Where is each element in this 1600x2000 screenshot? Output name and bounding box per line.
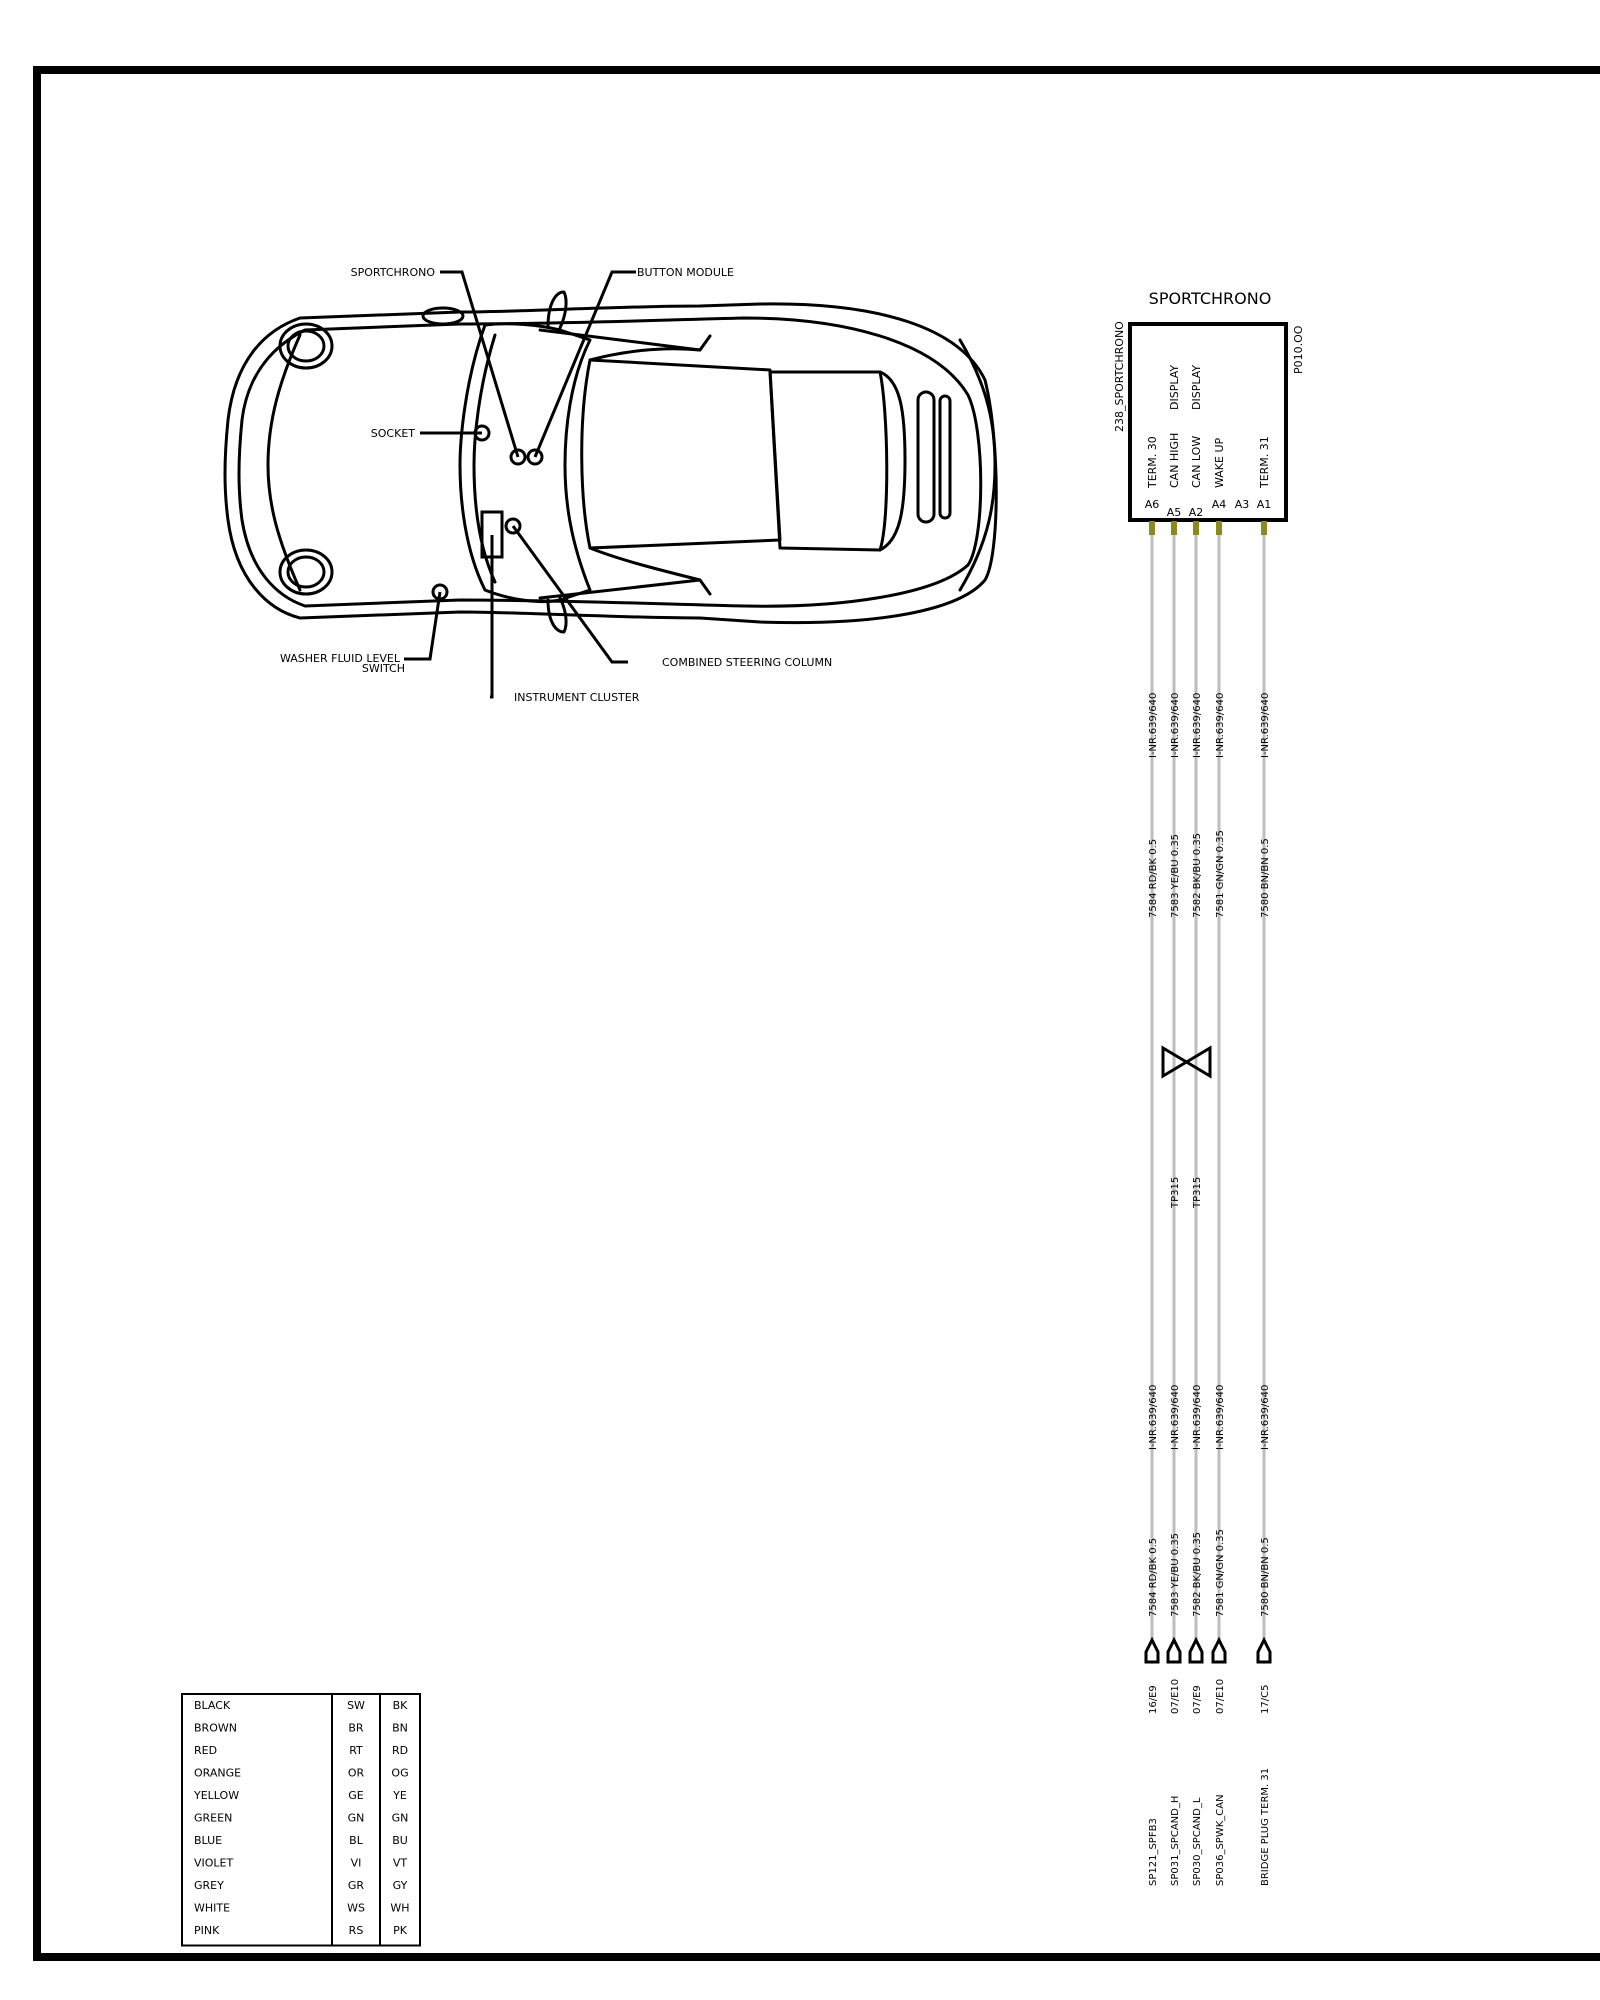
wire-page-ref: 17/C5 bbox=[1260, 1684, 1271, 1714]
pin-label-a5: A5 bbox=[1166, 506, 1182, 519]
wire-code: 7581 GN/GN 0.35 bbox=[1215, 830, 1226, 918]
wire-connector-label: I-NR.639/640 bbox=[1170, 692, 1181, 758]
legend-color-name: BLUE bbox=[194, 1834, 223, 1847]
twisted-pair-icon bbox=[1163, 1048, 1210, 1076]
wire-connector-label: I-NR.639/640 bbox=[1192, 692, 1203, 758]
wire-destination: SP031_SPCAND_H bbox=[1170, 1795, 1181, 1886]
legend-code-en: RD bbox=[391, 1744, 409, 1757]
wire-testpoint: TP315 bbox=[1170, 1176, 1181, 1208]
color-legend bbox=[182, 1694, 420, 1946]
wire-destination: SP036_SPWK_CAN bbox=[1215, 1794, 1226, 1886]
legend-code-de: BR bbox=[348, 1721, 364, 1735]
wire-page-ref: 07/E10 bbox=[1215, 1678, 1226, 1714]
pin-stub bbox=[1261, 521, 1267, 535]
wire-code-lower: 7583 YE/BU 0.35 bbox=[1170, 1532, 1181, 1617]
pin-signal-a6: TERM. 30 bbox=[1146, 436, 1159, 488]
legend-color-name: BROWN bbox=[194, 1721, 237, 1735]
wire-connector-label-lower: I-NR.639/640 bbox=[1260, 1384, 1271, 1450]
legend-row bbox=[194, 1722, 408, 1735]
wire-code: 7582 BK/BU 0.35 bbox=[1192, 832, 1203, 918]
legend-row bbox=[194, 1812, 408, 1825]
legend-color-name: YELLOW bbox=[194, 1789, 240, 1802]
wire-connector-label-lower: I-NR.639/640 bbox=[1148, 1384, 1159, 1450]
legend-code-de: GE bbox=[348, 1789, 364, 1802]
connector-side-label: 238_SPORTCHRONO bbox=[1113, 321, 1126, 432]
legend-code-de: SW bbox=[347, 1699, 365, 1712]
wires bbox=[1146, 521, 1271, 1886]
callout-instrument-cluster: INSTRUMENT CLUSTER bbox=[514, 691, 640, 704]
legend-color-name: WHITE bbox=[194, 1901, 231, 1915]
pin-stub bbox=[1193, 521, 1199, 535]
legend-code-en: GY bbox=[392, 1879, 408, 1892]
wire-connector-label-lower: I-NR.639/640 bbox=[1215, 1384, 1226, 1450]
wire-code: 7580 BN/BN 0.5 bbox=[1260, 838, 1271, 918]
wire-connector-label: I-NR.639/640 bbox=[1215, 692, 1226, 758]
legend-row bbox=[194, 1857, 407, 1870]
pin-signal-a1: TERM. 31 bbox=[1258, 436, 1271, 488]
wire-destination: BRIDGE PLUG TERM. 31 bbox=[1260, 1767, 1271, 1886]
wire-a2 bbox=[1190, 521, 1203, 1886]
wire-code-lower: 7580 BN/BN 0.5 bbox=[1260, 1537, 1271, 1617]
legend-code-en: GN bbox=[391, 1811, 409, 1825]
legend-code-de: GN bbox=[347, 1811, 365, 1825]
legend-code-en: BU bbox=[392, 1834, 408, 1847]
legend-color-name: ORANGE bbox=[194, 1766, 242, 1780]
wire-terminal-arrow bbox=[1146, 1640, 1158, 1662]
callout-sportchrono: SPORTCHRONO bbox=[350, 266, 435, 279]
wire-page-ref: 07/E10 bbox=[1170, 1678, 1181, 1714]
wire-connector-label: I-NR.639/640 bbox=[1260, 692, 1271, 758]
legend-color-name: VIOLET bbox=[194, 1856, 234, 1870]
callout-button-module: BUTTON MODULE bbox=[637, 266, 734, 279]
pin-stub bbox=[1171, 521, 1177, 535]
legend-row bbox=[194, 1879, 408, 1892]
legend-color-name: RED bbox=[194, 1744, 218, 1757]
legend-row bbox=[194, 1744, 408, 1757]
wire-a5 bbox=[1168, 521, 1181, 1886]
legend-color-name: PINK bbox=[194, 1924, 220, 1937]
callout-washer-2: SWITCH bbox=[361, 662, 405, 675]
legend-row bbox=[194, 1924, 408, 1937]
pin-signal-a4: WAKE UP bbox=[1213, 437, 1226, 488]
pin-label-a1: A1 bbox=[1256, 498, 1272, 511]
wire-terminal-arrow bbox=[1258, 1640, 1270, 1662]
wire-a1 bbox=[1258, 521, 1271, 1886]
connector-box bbox=[1130, 324, 1286, 520]
pin-stub bbox=[1216, 521, 1222, 535]
callout-washer-1: WASHER FLUID LEVEL bbox=[280, 652, 400, 665]
wire-page-ref: 16/E9 bbox=[1148, 1685, 1159, 1714]
wire-code-lower: 7581 GN/GN 0.35 bbox=[1215, 1529, 1226, 1617]
legend-code-en: BN bbox=[392, 1721, 408, 1735]
legend-row bbox=[194, 1699, 408, 1712]
legend-row bbox=[193, 1789, 407, 1802]
connector-title: SPORTCHRONO bbox=[1148, 289, 1272, 308]
wire-connector-label: I-NR.639/640 bbox=[1148, 692, 1159, 758]
legend-code-en: PK bbox=[393, 1924, 407, 1937]
legend-code-en: WH bbox=[390, 1901, 410, 1915]
callout-steering-column: COMBINED STEERING COLUMN bbox=[662, 656, 833, 669]
vehicle-top-view bbox=[225, 292, 996, 632]
wire-code-lower: 7584 RD/BK 0.5 bbox=[1148, 1537, 1159, 1617]
connector-pins bbox=[1145, 365, 1272, 519]
wire-a6 bbox=[1146, 521, 1159, 1886]
legend-code-de: BL bbox=[349, 1834, 363, 1847]
legend-code-de: RS bbox=[348, 1924, 364, 1937]
legend-code-de: VI bbox=[350, 1856, 362, 1870]
legend-code-en: VT bbox=[392, 1856, 408, 1870]
legend-code-en: OG bbox=[391, 1766, 409, 1780]
legend-row bbox=[194, 1902, 410, 1915]
wire-connector-label-lower: I-NR.639/640 bbox=[1170, 1384, 1181, 1450]
legend-code-de: GR bbox=[347, 1879, 365, 1892]
legend-color-name: GREY bbox=[194, 1879, 224, 1892]
wire-code: 7584 RD/BK 0.5 bbox=[1148, 838, 1159, 918]
wire-terminal-arrow bbox=[1213, 1640, 1225, 1662]
pin-label-a3: A3 bbox=[1234, 498, 1250, 511]
pin-label-a6: A6 bbox=[1144, 498, 1160, 511]
wire-terminal-arrow bbox=[1168, 1640, 1180, 1662]
callout-socket: SOCKET bbox=[370, 427, 415, 440]
callout-leaders bbox=[404, 272, 636, 697]
vehicle-component-markers bbox=[433, 426, 542, 599]
legend-row bbox=[194, 1834, 408, 1847]
pin-label-a2: A2 bbox=[1188, 506, 1204, 519]
wire-code-lower: 7582 BK/BU 0.35 bbox=[1192, 1531, 1203, 1617]
wire-terminal-arrow bbox=[1190, 1640, 1202, 1662]
wire-a4 bbox=[1213, 521, 1226, 1886]
legend-code-de: RT bbox=[349, 1744, 363, 1757]
wire-destination: SP030_SPCAND_L bbox=[1192, 1797, 1203, 1886]
pin-signal-a2: CAN LOW bbox=[1190, 435, 1203, 488]
legend-code-en: BK bbox=[392, 1699, 408, 1712]
pin-signal2-a2: DISPLAY bbox=[1190, 364, 1203, 410]
wire-page-ref: 07/E9 bbox=[1192, 1685, 1203, 1714]
wire-destination: SP121_SPFB3 bbox=[1148, 1818, 1159, 1886]
wire-testpoint: TP315 bbox=[1192, 1176, 1203, 1208]
legend-code-en: YE bbox=[393, 1789, 407, 1802]
wire-code: 7583 YE/BU 0.35 bbox=[1170, 833, 1181, 918]
pin-stub bbox=[1149, 521, 1155, 535]
legend-row bbox=[194, 1767, 409, 1780]
pin-signal2-a5: DISPLAY bbox=[1168, 364, 1181, 410]
legend-color-name: GREEN bbox=[194, 1811, 233, 1825]
pin-label-a4: A4 bbox=[1211, 498, 1227, 511]
legend-code-de: OR bbox=[347, 1766, 365, 1780]
wire-connector-label-lower: I-NR.639/640 bbox=[1192, 1384, 1203, 1450]
connector-code: P010.OO bbox=[1292, 325, 1305, 374]
pin-signal-a5: CAN HIGH bbox=[1168, 432, 1181, 488]
legend-color-name: BLACK bbox=[194, 1699, 231, 1712]
legend-code-de: WS bbox=[347, 1901, 365, 1915]
